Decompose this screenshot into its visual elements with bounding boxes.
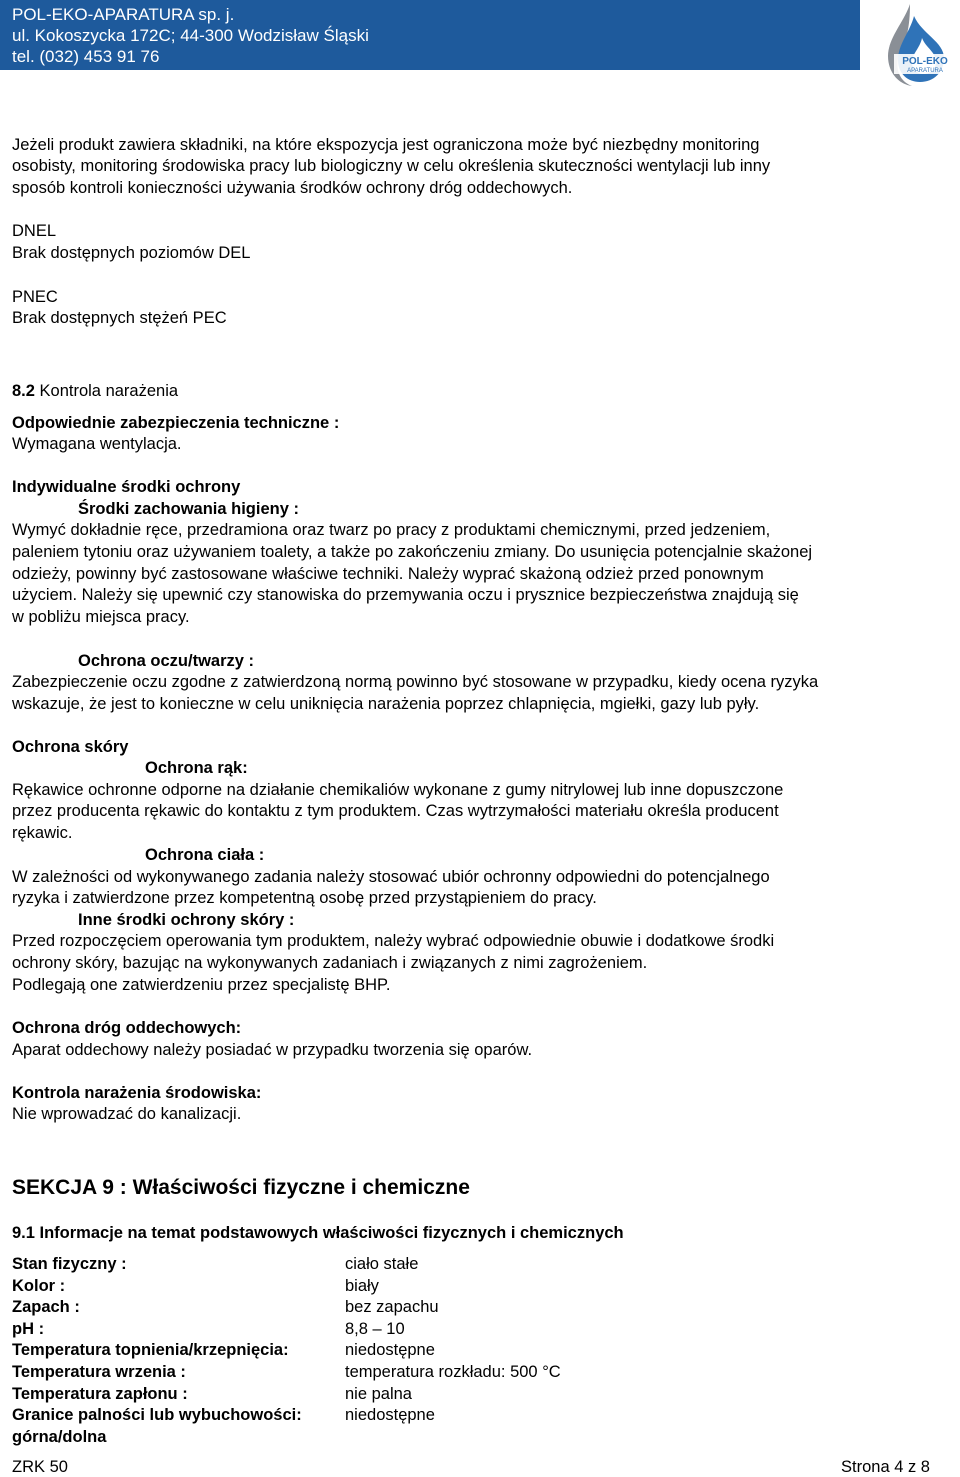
other-skin-protection-line: Podlegają one zatwierdzeniu przez specjalistę BHP. [12, 976, 391, 994]
company-name: POL-EKO-APARATURA sp. j. [12, 5, 235, 24]
eye-protection-line: wskazuje, że jest to konieczne w celu uniknięcia narażenia poprzez chlapnięcia, mgiełki, gazy lub pyły. [12, 695, 760, 713]
property-value: nie palna [345, 1385, 412, 1403]
body-protection-title: Ochrona ciała : [145, 846, 265, 864]
property-label-continuation: górna/dolna [12, 1428, 107, 1446]
property-label: Temperatura wrzenia : [12, 1363, 186, 1381]
logo-subtext: APARATURA [907, 68, 943, 74]
property-label: Stan fizyczny : [12, 1255, 127, 1273]
property-label: Zapach : [12, 1298, 80, 1316]
skin-protection-title: Ochrona skóry [12, 738, 129, 756]
property-value: ciało stałe [345, 1255, 419, 1273]
intro-line: osobisty, monitoring środowiska pracy lub biologiczny w celu określenia skuteczności wentylacji lub inny [12, 157, 771, 175]
other-skin-protection-line: Przed rozpoczęciem operowania tym produktem, należy wybrać odpowiednie obuwie i dodatkowe środki [12, 932, 775, 950]
hygiene-line: w pobliżu miejsca pracy. [12, 608, 190, 626]
hand-protection-line: przez producenta rękawic do kontaktu z tym produktem. Czas wytrzymałości materiału określa producent [12, 802, 779, 820]
section-9-1-heading: 9.1 Informacje na temat podstawowych właściwości fizycznych i chemicznych [12, 1224, 624, 1242]
company-phone: tel. (032) 453 91 76 [12, 47, 160, 66]
eye-protection-title: Ochrona oczu/twarzy : [78, 652, 255, 670]
body-protection-line: ryzyka i zatwierdzone przez kompetentną osobę przed przystąpieniem do pracy. [12, 889, 597, 907]
environmental-controls-title: Kontrola narażenia środowiska: [12, 1084, 262, 1102]
pnec-text: Brak dostępnych stężeń PEC [12, 309, 227, 327]
document-header [0, 0, 960, 90]
pnec-title: PNEC [12, 288, 58, 306]
section-8-2-heading [12, 380, 178, 402]
property-label: Granice palności lub wybuchowości: [12, 1406, 302, 1424]
logo-text: POL-EKO [902, 56, 948, 67]
footer-product-code: ZRK 50 [12, 1458, 68, 1476]
hygiene-line: użyciem. Należy się upewnić czy stanowiska do przemywania oczu i prysznice bezpieczeństwa znajdują się [12, 586, 799, 604]
respiratory-protection-text: Aparat oddechowy należy posiadać w przypadku tworzenia się oparów. [12, 1041, 533, 1059]
dnel-text: Brak dostępnych poziomów DEL [12, 244, 251, 262]
engineering-controls-title: Odpowiednie zabezpieczenia techniczne : [12, 414, 340, 432]
individual-protection-title: Indywidualne środki ochrony [12, 478, 241, 496]
environmental-controls-text: Nie wprowadzać do kanalizacji. [12, 1105, 242, 1123]
property-value: biały [345, 1277, 379, 1295]
property-value: niedostępne [345, 1406, 435, 1424]
footer-page-number: Strona 4 z 8 [841, 1458, 930, 1476]
property-value: bez zapachu [345, 1298, 439, 1316]
hygiene-line: Wymyć dokładnie ręce, przedramiona oraz twarz po pracy z produktami chemicznymi, przed jedzeniem, [12, 521, 771, 539]
property-value: 8,8 – 10 [345, 1320, 405, 1338]
hygiene-line: paleniem tytoniu oraz używaniem toalety, a także po zakończeniu zmiany. Do usunięcia potencjalnie skażonej [12, 543, 813, 561]
hygiene-line: odzieży, powinny być zastosowane właściwe techniki. Należy wyprać skażoną odzież przed ponownym [12, 565, 764, 583]
hand-protection-title: Ochrona rąk: [145, 759, 248, 777]
pol-eko-logo-icon [860, 0, 960, 90]
property-label: Kolor : [12, 1277, 66, 1295]
other-skin-protection-line: ochrony skóry, bazując na wykonywanych zadaniach i związanych z nimi zagrożeniem. [12, 954, 648, 972]
hand-protection-line: rękawic. [12, 824, 73, 842]
property-label: pH : [12, 1320, 45, 1338]
eye-protection-line: Zabezpieczenie oczu zgodne z zatwierdzoną normą powinno być stosowane w przypadku, kiedy ocena ryzyka [12, 673, 819, 691]
intro-line: sposób kontroli konieczności używania środków ochrony dróg oddechowych. [12, 179, 573, 197]
section-number: 8.2 [12, 382, 35, 400]
respiratory-protection-title: Ochrona dróg oddechowych: [12, 1019, 242, 1037]
section-title: Kontrola narażenia [39, 382, 179, 400]
other-skin-protection-title: Inne środki ochrony skóry : [78, 911, 295, 929]
section-9-heading: SEKCJA 9 : Właściwości fizyczne i chemiczne [12, 1176, 470, 1199]
property-label: Temperatura topnienia/krzepnięcia: [12, 1341, 289, 1359]
intro-line: Jeżeli produkt zawiera składniki, na które ekspozycja jest ograniczona może być niezbędny monitoring [12, 136, 760, 154]
property-value: niedostępne [345, 1341, 435, 1359]
engineering-controls-text: Wymagana wentylacja. [12, 435, 182, 453]
body-protection-line: W zależności od wykonywanego zadania należy stosować ubiór ochronny odpowiedni do potencjalnego [12, 868, 770, 886]
property-label: Temperatura zapłonu : [12, 1385, 188, 1403]
hygiene-title: Środki zachowania higieny : [78, 500, 299, 518]
hand-protection-line: Rękawice ochronne odporne na działanie chemikaliów wykonane z gumy nitrylowej lub inne dopuszczone [12, 781, 784, 799]
dnel-title: DNEL [12, 222, 57, 240]
company-address: ul. Kokoszycka 172C; 44-300 Wodzisław Śląski [12, 26, 369, 45]
property-value: temperatura rozkładu: 500 °C [345, 1363, 561, 1381]
